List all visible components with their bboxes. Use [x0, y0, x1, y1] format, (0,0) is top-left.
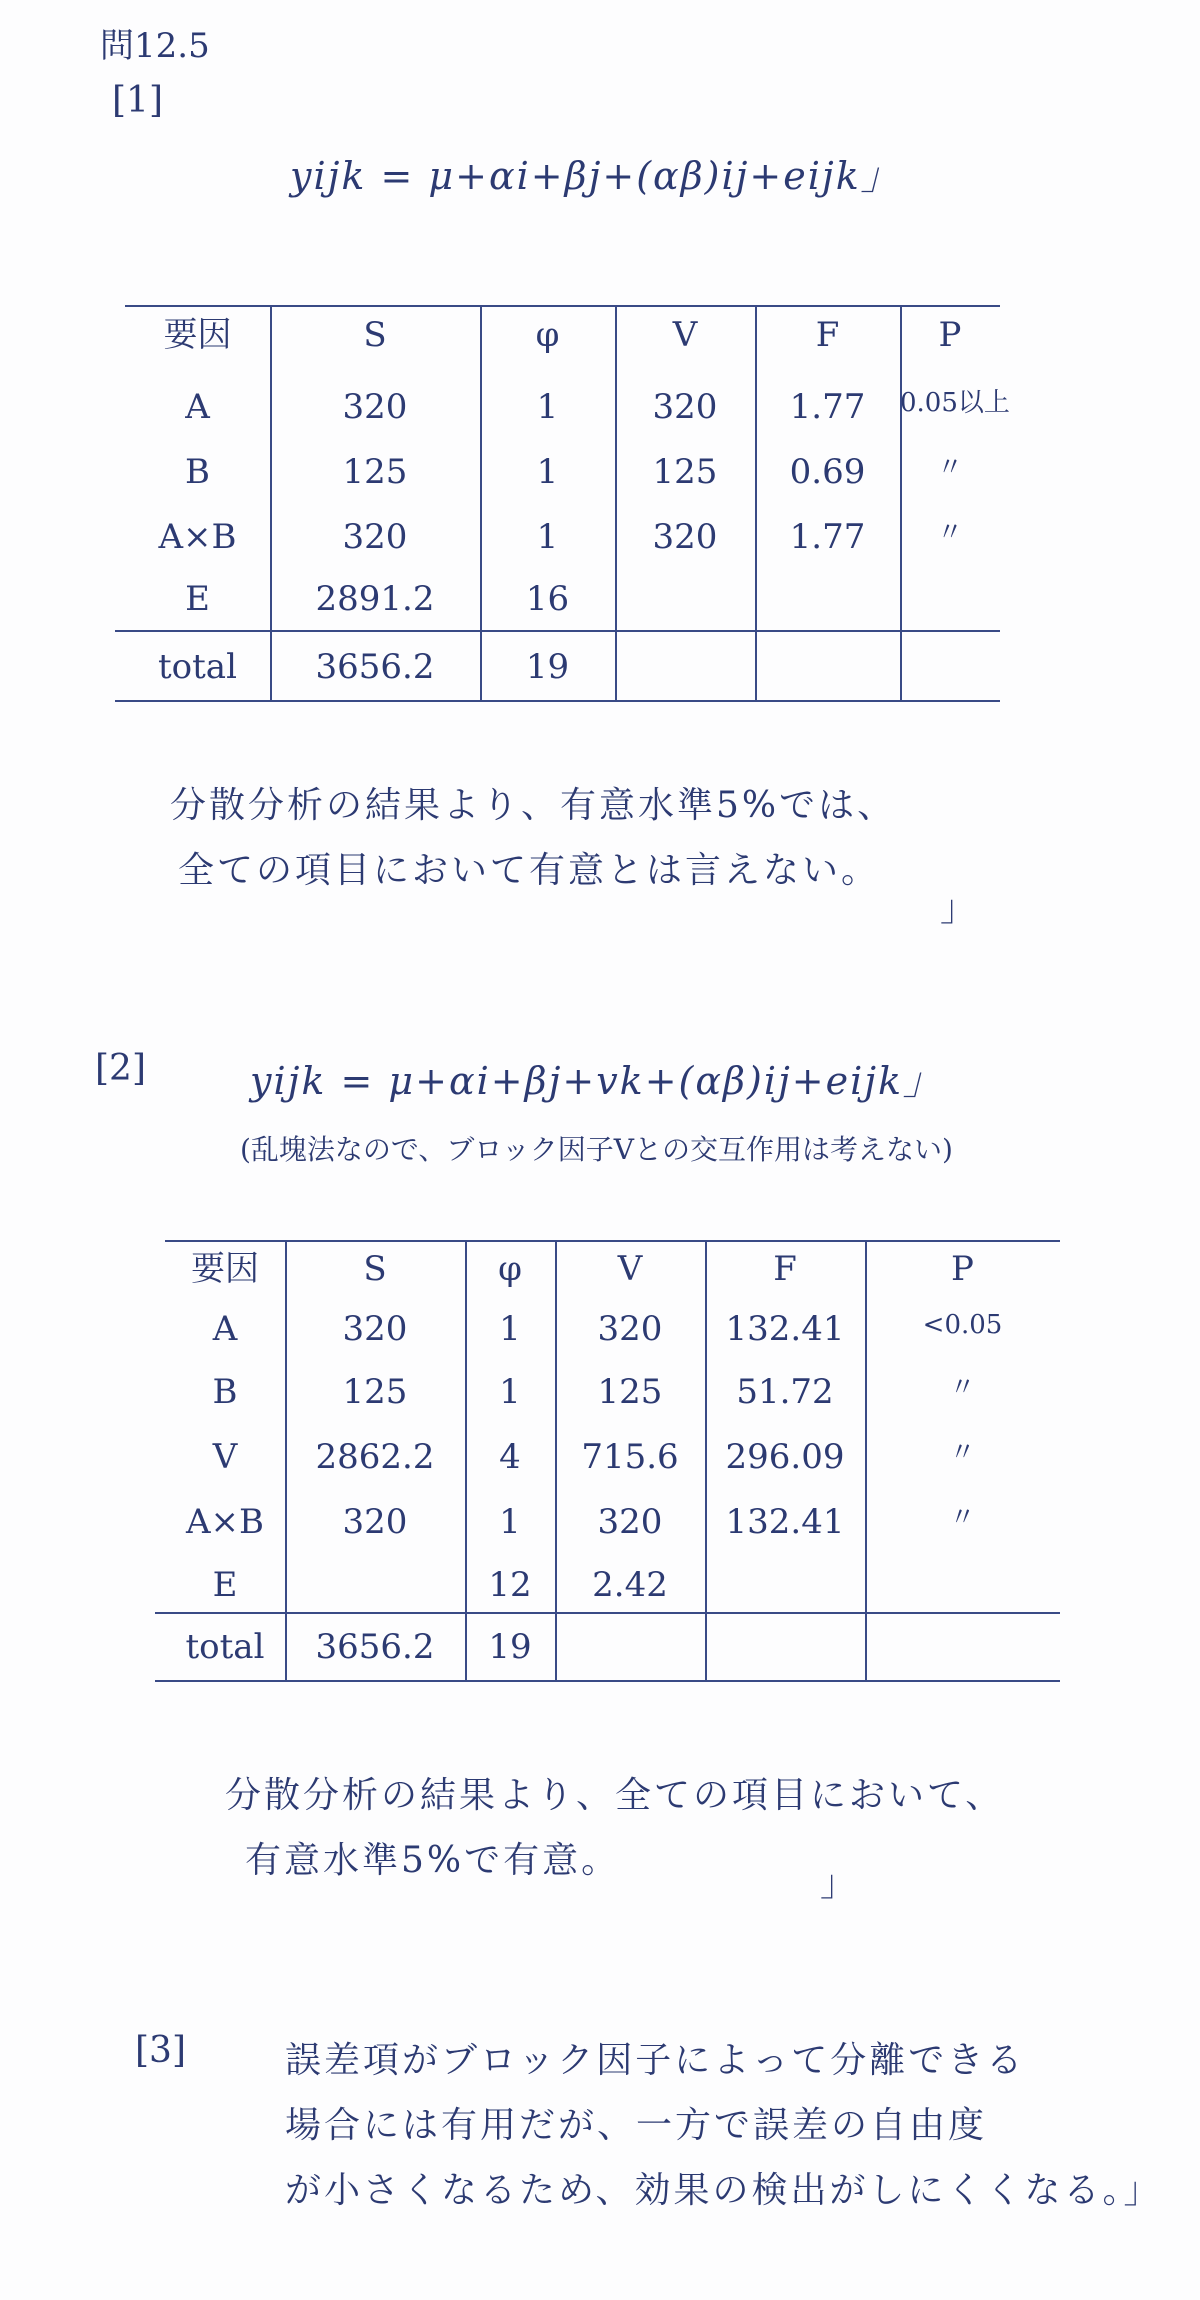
table-cell: 320: [652, 387, 718, 427]
table-total-cell: 19: [525, 647, 570, 687]
table-bottom-rule: [115, 700, 1000, 702]
table-cell: 320: [652, 517, 718, 557]
table-cell: 2.42: [592, 1565, 668, 1605]
table-cell: A: [185, 387, 210, 427]
table-cell: 125: [342, 1372, 408, 1412]
table-cell: 1.77: [789, 387, 866, 427]
table-cell: 132.41: [725, 1309, 845, 1349]
table-cell: 〃: [949, 1373, 976, 1403]
table-column-divider: [615, 305, 617, 700]
table-header-cell: F: [815, 315, 840, 355]
part1-end-mark: 」: [940, 888, 977, 929]
table-cell: 1: [536, 452, 559, 492]
table-column-divider: [480, 305, 482, 700]
table-header-cell: φ: [535, 315, 560, 355]
table-cell: <0.05: [922, 1310, 1003, 1340]
table-cell: A×B: [158, 517, 237, 557]
table-cell: A×B: [185, 1502, 265, 1542]
table-cell: 296.09: [725, 1437, 845, 1477]
table-cell: 125: [342, 452, 408, 492]
part2-conclusion-line2: 有意水準5%で有意。: [245, 1840, 621, 1881]
part1-conclusion-line2: 全ての項目において有意とは言えない。: [178, 850, 881, 891]
table-cell: 1.77: [789, 517, 866, 557]
table-cell: 1: [536, 517, 559, 557]
table-header-cell: φ: [498, 1249, 522, 1289]
table-total-cell: 3656.2: [315, 1627, 435, 1667]
table-cell: 0.05以上: [900, 388, 1010, 418]
table-cell: E: [212, 1565, 238, 1605]
table-cell: 1: [499, 1372, 521, 1412]
table-cell: 1: [536, 387, 559, 427]
table-column-divider: [270, 305, 272, 700]
table-cell: 0.69: [789, 452, 866, 492]
table-header-cell: 要因: [163, 315, 232, 355]
part1-label: [1]: [112, 80, 163, 121]
table-cell: 4: [499, 1437, 521, 1477]
table-total-cell: 19: [488, 1627, 532, 1667]
table-cell: 320: [342, 1309, 408, 1349]
table-cell: 320: [597, 1502, 663, 1542]
table-cell: 320: [597, 1309, 663, 1349]
table-cell: 〃: [936, 453, 963, 483]
part2-model-equation: yijk = μ+αi+βj+vk+(αβ)ij+eijk」: [250, 1059, 944, 1103]
part2-end-mark: 」: [820, 1863, 857, 1904]
table-header-cell: P: [951, 1249, 974, 1289]
table-cell: 2891.2: [315, 579, 435, 619]
table-header-cell: P: [938, 315, 962, 355]
table-header-cell: S: [363, 315, 387, 355]
table-cell: 〃: [949, 1438, 976, 1468]
part3-line3: が小さくなるため、効果の検出がしにくくなる。」: [285, 2170, 1163, 2211]
table-cell: E: [185, 579, 210, 619]
table-cell: 125: [597, 1372, 663, 1412]
table-total-cell: total: [158, 647, 237, 687]
table-total-cell: total: [185, 1627, 265, 1667]
table-header-cell: V: [617, 1249, 643, 1289]
table-cell: 132.41: [725, 1502, 845, 1542]
table-column-divider: [900, 305, 902, 700]
table-top-rule: [125, 305, 1000, 307]
table-cell: 320: [342, 387, 408, 427]
table-header-cell: V: [672, 315, 698, 355]
table-cell: 16: [525, 579, 570, 619]
problem-title: 問12.5: [100, 26, 210, 66]
part3-line2: 場合には有用だが、一方で誤差の自由度: [285, 2105, 988, 2146]
table-total-rule: [115, 630, 1000, 632]
part2-label: [2]: [95, 1048, 146, 1089]
table-cell: 320: [342, 1502, 408, 1542]
part2-conclusion-line1: 分散分析の結果より、全ての項目において、: [225, 1775, 1005, 1816]
table-total-rule: [155, 1612, 1060, 1614]
table-cell: A: [212, 1309, 238, 1349]
table-bottom-rule: [155, 1680, 1060, 1682]
table-top-rule: [165, 1240, 1060, 1242]
table-cell: 125: [652, 452, 718, 492]
table-cell: B: [185, 452, 210, 492]
table-cell: V: [212, 1437, 238, 1477]
table-total-cell: 3656.2: [315, 647, 435, 687]
table-header-cell: 要因: [191, 1249, 259, 1289]
table-cell: 2862.2: [315, 1437, 435, 1477]
table-cell: 1: [499, 1309, 521, 1349]
table-cell: B: [212, 1372, 238, 1412]
table-cell: 1: [499, 1502, 521, 1542]
part1-model-equation: yijk = μ+αi+βj+(αβ)ij+eijk」: [290, 154, 901, 198]
table-cell: 〃: [949, 1503, 976, 1533]
part3-line1: 誤差項がブロック因子によって分離できる: [285, 2040, 1026, 2081]
part1-conclusion-line1: 分散分析の結果より、有意水準5%では、: [170, 785, 897, 826]
table-header-cell: S: [363, 1249, 387, 1289]
table-header-cell: F: [773, 1249, 797, 1289]
part3-label: [3]: [135, 2030, 186, 2071]
table-cell: 715.6: [581, 1437, 679, 1477]
table-cell: 320: [342, 517, 408, 557]
table-cell: 〃: [936, 518, 963, 548]
table-column-divider: [755, 305, 757, 700]
table-cell: 12: [488, 1565, 532, 1605]
part2-model-note: (乱塊法なので、ブロック因子Vとの交互作用は考えない): [240, 1133, 953, 1166]
table-cell: 51.72: [736, 1372, 834, 1412]
